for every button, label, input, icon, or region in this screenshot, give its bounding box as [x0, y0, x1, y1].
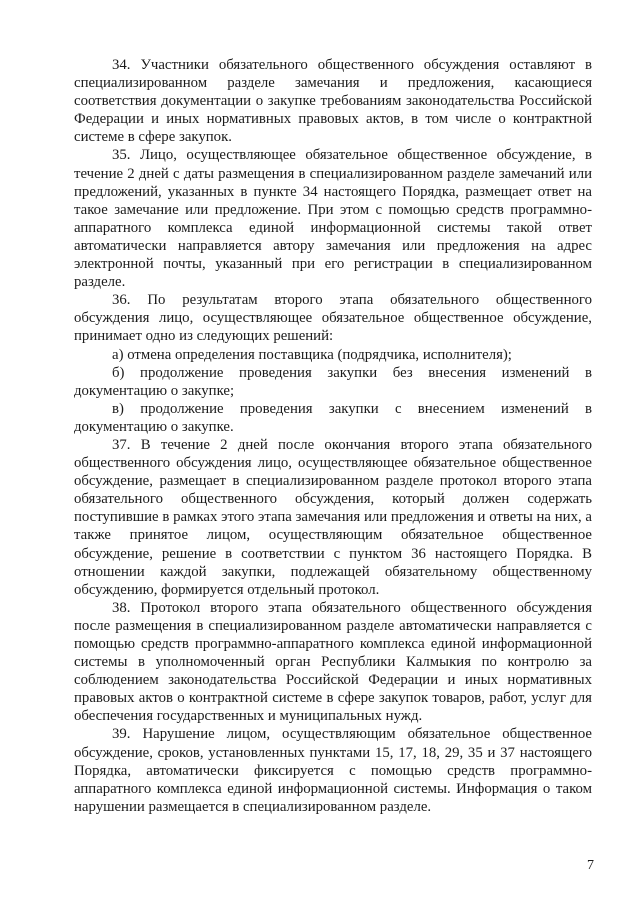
paragraph-36: 36. По результатам второго этапа обязательного общественного обсуждения лицо, осуществляющее обязательное общественное обсуждение, принимает одно из следующих решений:: [74, 292, 592, 345]
paragraph-39: 39. Нарушение лицом, осуществляющим обязательное общественное обсуждение, сроков, установленных пунктами 15, 17, 18, 29, 35 и 37 настоящего Порядка, автоматически фиксируется с помощью средств программно-аппаратного комплекса единой информационной системы. Информация о таком нарушении размещается в специализированном разделе.: [74, 726, 592, 815]
page-number: 7: [587, 858, 594, 873]
paragraph-34: 34. Участники обязательного общественного обсуждения оставляют в специализированном разделе замечания и предложения, касающиеся соответствия документации о закупке требованиям законодательства Российской Федерации и иных нормативных правовых актов, в том числе о контрактной системе в сфере закупок.: [74, 57, 592, 146]
paragraph-36-item-c: в) продолжение проведения закупки с внесением изменений в документацию о закупке.: [74, 400, 592, 435]
paragraph-37: 37. В течение 2 дней после окончания второго этапа обязательного общественного обсуждения лицо, осуществляющее обязательное общественное обсуждение, размещает в специализированном разделе протокол второго этапа обязательного общественного обсуждения, который должен содержать поступившие в рамках этого этапа замечания или предложения и ответы на них, а также принятое лицом, осуществляющим обязательное общественное обсуждение, решение в соответствии с пунктом 36 настоящего Порядка. В отношении каждой закупки, подлежащей обязательному общественному обсуждению, формируется отдельный протокол.: [74, 436, 592, 598]
paragraph-35: 35. Лицо, осуществляющее обязательное общественное обсуждение, в течение 2 дней с даты размещения в специализированном разделе замечаний или предложений, указанных в пункте 34 настоящего Порядка, размещает ответ на такое замечание или предложение. При этом с помощью средств программно-аппаратного комплекса единой информационной системы такой ответ автоматически направляется автору замечания или предложения на адрес электронной почты, указанный при его регистрации в специализированном разделе.: [74, 147, 592, 291]
paragraph-36-item-a: а) отмена определения поставщика (подрядчика, исполнителя);: [112, 346, 512, 363]
document-body: [74, 56, 592, 816]
paragraph-36-item-b: б) продолжение проведения закупки без внесения изменений в документацию о закупке;: [74, 364, 592, 399]
paragraph-38: 38. Протокол второго этапа обязательного общественного обсуждения после размещения в специализированном разделе автоматически направляется с помощью средств программно-аппаратного комплекса единой информационной системы в уполномоченный орган Республики Калмыкия по контролю за соблюдением законодательства Российской Федерации и иных нормативных правовых актов о контрактной системе в сфере закупок товаров, работ, услуг для обеспечения государственных и муниципальных нужд.: [74, 599, 592, 725]
